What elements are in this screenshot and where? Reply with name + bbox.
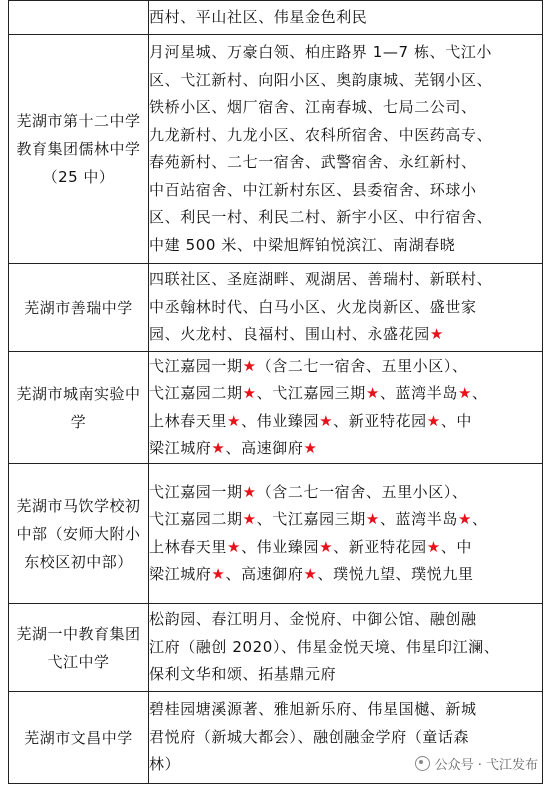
star-marker-icon: ★: [227, 537, 242, 556]
star-marker-icon: ★: [426, 537, 441, 556]
district-area-text: 弋江嘉园一期★（含二七一宿舍、五里小区）、 弋江嘉园二期★、弋江嘉园三期★、蓝湾半岛★、 上林春天里★、伟业臻园★、新亚特花园★、中 梁江城府★、高速御府★: [149, 356, 488, 457]
table-row: [9, 464, 543, 604]
star-marker-icon: ★: [457, 510, 473, 528]
star-marker-icon: ★: [242, 384, 257, 402]
star-marker-icon: ★: [242, 510, 257, 528]
star-marker-icon: ★: [429, 325, 444, 344]
star-marker-icon: ★: [242, 482, 257, 501]
district-areas: [149, 604, 543, 692]
star-marker-icon: ★: [211, 565, 226, 583]
school-name: [9, 1, 149, 35]
star-marker-icon: ★: [365, 384, 380, 402]
star-marker-icon: ★: [319, 411, 334, 430]
school-name: 芜湖市城南实验中学: [9, 352, 149, 464]
school-name: 芜湖市马饮学校初中部（安师大附小东校区初中部）: [9, 464, 149, 604]
district-areas: [149, 464, 543, 604]
district-areas: [149, 264, 543, 352]
table-row: [9, 1, 543, 35]
school-district-table: [8, 0, 543, 784]
district-area-text: 月河星城、万豪白领、柏庄路界 1—7 栋、弋江小 区、弋江新村、向阳小区、奥韵康城、芜钢小区、 铁桥小区、烟厂宿舍、江南春城、七局二公司、 九龙新村、九龙小区、农科所宿舍、中医药高专、 春苑新村、二七一宿舍、武警宿舍、永红新村、 中百站宿舍、中江新村东区、县委宿舍、环球小 区、利民一村、利民二村、新宇小区、中行宿舍、 中建 500 米、中梁旭辉铂悦滨江、南湖春晓: [149, 43, 493, 254]
district-area-text: 弋江嘉园一期★（含二七一宿舍、五里小区）、 弋江嘉园二期★、弋江嘉园三期★、蓝湾半岛★、 上林春天里★、伟业臻园★、新亚特花园★、中 梁江城府★、高速御府★、璞悦九望、璞悦九里: [149, 482, 488, 583]
star-marker-icon: ★: [303, 439, 318, 457]
district-areas: [149, 1, 543, 35]
star-marker-icon: ★: [303, 565, 318, 583]
star-marker-icon: ★: [227, 411, 242, 430]
school-name: 芜湖市文昌中学: [9, 692, 149, 784]
star-marker-icon: ★: [319, 537, 334, 556]
table-row: [9, 264, 543, 352]
school-name: 芜湖市善瑞中学: [9, 264, 149, 352]
star-marker-icon: ★: [211, 439, 226, 457]
table-row: [9, 604, 543, 692]
school-name: 芜湖市第十二中学教育集团儒林中学（25 中）: [9, 35, 149, 264]
star-marker-icon: ★: [365, 510, 380, 528]
star-marker-icon: ★: [242, 356, 257, 375]
district-areas: [149, 35, 543, 264]
district-area-text: 碧桂园塘溪源著、雅旭新乐府、伟星国樾、新城 君悦府（新城大都会）、融创融金学府（童话森 林）: [149, 700, 477, 774]
watermark: [411, 753, 542, 774]
wechat-search-icon: [415, 756, 430, 771]
table-row: [9, 35, 543, 264]
district-areas: [149, 352, 543, 464]
table-row: [9, 352, 543, 464]
district-area-text: 西村、平山社区、伟星金色利民: [149, 7, 368, 26]
star-marker-icon: ★: [426, 411, 441, 430]
watermark-text: 公众号 · 弋江发布: [434, 758, 538, 773]
star-marker-icon: ★: [457, 384, 473, 402]
district-area-text: 松韵园、春江明月、金悦府、中御公馆、融创融 江府（融创 2020）、伟星金悦天境、伟星印江澜、 保利文华和颂、拓基鼎元府: [149, 610, 500, 684]
district-area-text: 四联社区、圣庭湖畔、观湖居、善瑞村、新联村、 中丞翰林时代、白马小区、火龙岗新区、盛世家 园、火龙村、良福村、围山村、永盛花园★: [149, 270, 493, 344]
school-name: 芜湖一中教育集团弋江中学: [9, 604, 149, 692]
